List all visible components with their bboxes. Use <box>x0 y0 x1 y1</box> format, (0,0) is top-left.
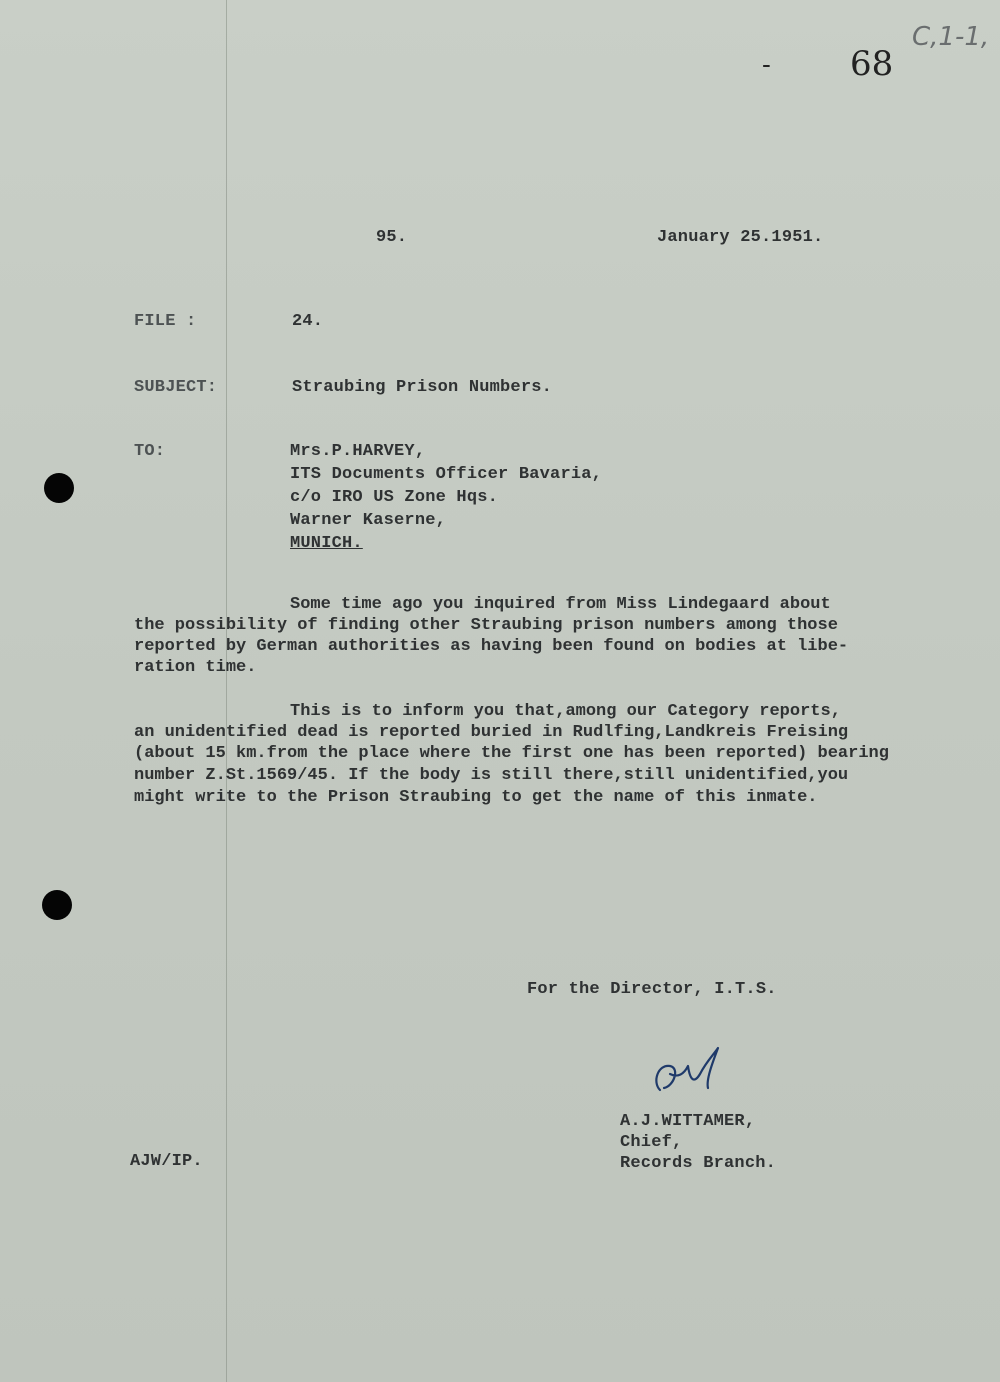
para1-line-3: reported by German authorities as having been found on bodies at libe- <box>134 637 849 656</box>
para2-line-4: number Z.St.1569/45. If the body is still there,still unidentified,you <box>134 766 849 785</box>
address-line-3: c/o IRO US Zone Hqs. <box>290 488 499 507</box>
address-line-4: Warner Kaserne, <box>290 511 447 530</box>
closing-for-line: For the Director, I.T.S. <box>527 980 777 999</box>
para2-line-5: might write to the Prison Straubing to get the name of this inmate. <box>134 788 818 807</box>
signatory-title: Chief, <box>620 1133 683 1152</box>
typist-initials: AJW/IP. <box>130 1152 203 1171</box>
para1-line-1: Some time ago you inquired from Miss Lindegaard about <box>290 595 831 614</box>
page-number: 68 <box>850 44 894 84</box>
file-label: FILE : <box>134 312 197 331</box>
para2-line-2: an unidentified dead is reported buried in Rudlfing,Landkreis Freising <box>134 723 849 742</box>
punch-hole-bottom <box>42 890 72 920</box>
para2-line-3: (about 15 km.from the place where the first one has been reported) bearing <box>134 744 889 763</box>
dash-mark: - <box>762 50 771 80</box>
subject-label: SUBJECT: <box>134 378 218 397</box>
reference-number: 95. <box>376 228 408 247</box>
address-line-2: ITS Documents Officer Bavaria, <box>290 465 603 484</box>
para1-line-2: the possibility of finding other Straubing prison numbers among those <box>134 616 838 635</box>
address-line-1: Mrs.P.HARVEY, <box>290 442 426 461</box>
address-line-5: MUNICH. <box>290 534 363 553</box>
signatory-dept: Records Branch. <box>620 1154 777 1173</box>
subject-value: Straubing Prison Numbers. <box>292 378 553 397</box>
signature <box>648 1044 728 1104</box>
to-label: TO: <box>134 442 166 461</box>
punch-hole-top <box>44 473 74 503</box>
pencil-annotation: C,1-1, <box>912 22 990 52</box>
letter-date: January 25.1951. <box>657 228 824 247</box>
signatory-name: A.J.WITTAMER, <box>620 1112 756 1131</box>
fold-line <box>226 0 227 1382</box>
para1-line-4: ration time. <box>134 658 257 677</box>
file-value: 24. <box>292 312 324 331</box>
para2-line-1: This is to inform you that,among our Category reports, <box>290 702 841 721</box>
